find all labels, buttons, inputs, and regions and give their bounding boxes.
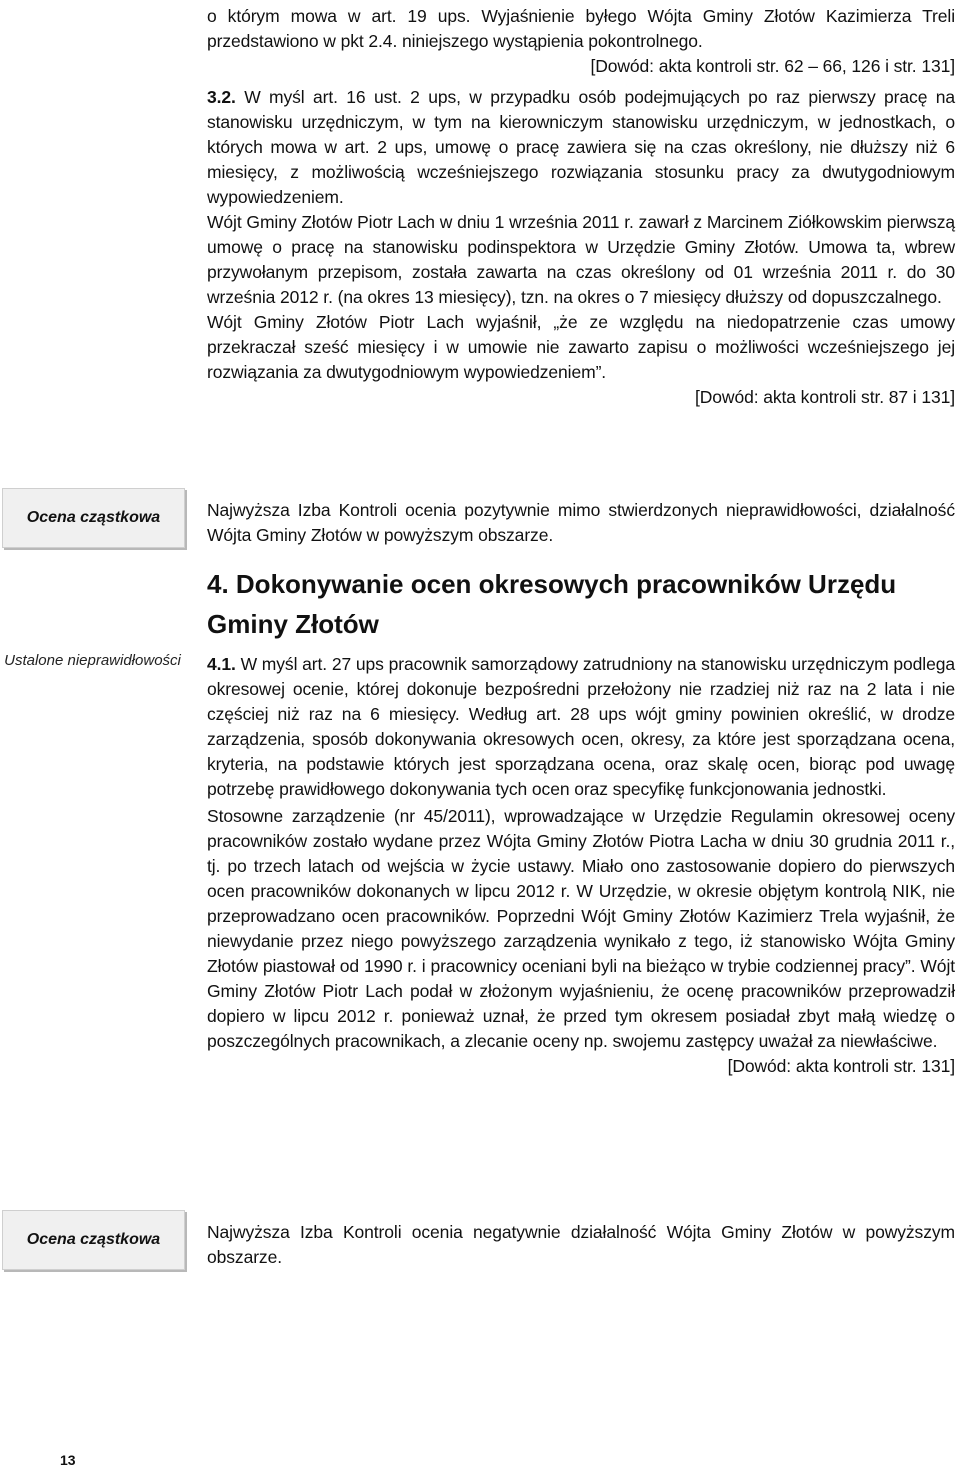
section-heading: 4. Dokonywanie ocen okresowych pracowników Urzędu Gminy Złotów — [207, 569, 897, 639]
sidebar-assessment-label-2: Ocena cząstkowa — [26, 1231, 161, 1248]
paragraph-text: W myśl art. 16 ust. 2 ups, w przypadku osób podejmujących po raz pierwszy pracę na stanowisku urzędniczym, w tym na kierowniczym stanowisku urzędniczym, w jednostkach, o których mowa w art. 2 ups, umowę o pracę zawiera się na czas określony, nie dłuższy niż 6 miesięcy, z możliwością wcześniejszego rozwiązania stosunku pracy za dwutygodniowym wypowiedzeniem. — [207, 87, 955, 207]
paragraph-number-2: 4.1. — [207, 654, 236, 674]
paragraph-4-1 — [207, 652, 955, 802]
page-number: 13 — [60, 1452, 76, 1468]
paragraph-number: 3.2. — [207, 87, 236, 107]
assessment-block — [207, 498, 955, 548]
assessment-text: Najwyższa Izba Kontroli ocenia pozytywnie mimo stwierdzonych nieprawidłowości, działalność Wójta Gminy Złotów w powyższym obszarze. — [207, 500, 955, 545]
paragraph-regulation: Stosowne zarządzenie (nr 45/2011), wprowadzające w Urzędzie Regulamin okresowej oceny pracowników zostało wydane przez Wójta Gminy Złotów Piotra Lacha w dniu 30 grudnia 2011 r., tj. po trzech latach od wejścia w życie ustawy. Miało ono zastosowanie dopiero do pierwszych ocen pracowników dokonanych w lipcu 2012 r. W Urzędzie, w okresie objętym kontrolą NIK, nie przeprowadzano ocen pracowników. Poprzedni Wójt Gminy Złotów Kazimierz Trela wyjaśnił, że niewydanie przez niego powyższego zarządzenia wynikało z tego, iż stanowisko Wójta Gminy Złotów piastował od 1990 r. i pracownicy oceniani byli na bieżąco w trybie codziennej pracy”. Wójt Gminy Złotów Piotr Lach podał w złożonym wyjaśnieniu, że ocenę pracowników przeprowadził dopiero w lipcu 2012 r. ponieważ uznał, że przed tym okresem posiadał zbyt małą wiedzę o poszczególnych pracownikach, a zlecanie oceny np. swojemu zastępcy uważał za niewłaściwe. — [207, 806, 955, 1051]
paragraph-intro: o którym mowa w art. 19 ups. Wyjaśnienie byłego Wójta Gminy Złotów Kazimierza Treli przedstawiono w pkt 2.4. niniejszego wystąpienia pokontrolnego. — [207, 6, 955, 51]
sidebar-assessment-box — [2, 488, 185, 548]
sidebar-irregularities-label: Ustalone nieprawidłowości — [4, 652, 181, 669]
paragraph-text-2: W myśl art. 27 ups pracownik samorządowy zatrudniony na stanowisku urzędniczym podlega okresowej ocenie, której dokonuje bezpośredni przełożony nie rzadziej niż raz na 2 lata i nie częściej niż raz na 6 miesięcy. Według art. 28 ups wójt gminy powinien określić, w drodze zarządzenia, sposób dokonywania okresowych ocen, okresy, za które jest sporządzana ocena, kryteria, na podstawie których jest sporządzana ocena, oraz skalę ocen, biorąc pod uwagę potrzebę prawidłowego dokonywania tych ocen oraz specyfikę funkcjonowania jednostki. — [207, 654, 955, 799]
paragraph-contract: Wójt Gminy Złotów Piotr Lach w dniu 1 września 2011 r. zawarł z Marcinem Ziółkowskim pierwszą umowę o pracę na stanowisku podinspektora w Urzędzie Gminy Złotów. Umowa ta, wbrew przywołanym przepisom, została zawarta na czas określony od 01 września 2011 r. do 30 września 2012 r. (na okres 13 miesięcy), tzn. na okres o 7 miesięcy dłuższy od dopuszczalnego. — [207, 212, 955, 307]
evidence-reference-2: [Dowód: akta kontroli str. 87 i 131] — [694, 387, 955, 407]
evidence-reference: [Dowód: akta kontroli str. 62 – 66, 126 i str. 131] — [590, 56, 955, 76]
section-3-block — [207, 4, 955, 410]
sidebar-assessment-label: Ocena cząstkowa — [26, 509, 161, 526]
paragraph-explanation: Wójt Gminy Złotów Piotr Lach wyjaśnił, „że ze względu na niedopatrzenie czas umowy przekraczał sześć miesięcy i w umowie nie zawarto zapisu o możliwości wcześniejszego jej rozwiązania za dwutygodniowym wypowiedzeniem”. — [207, 312, 955, 382]
assessment-block-2 — [207, 1220, 955, 1270]
paragraph-3-2 — [207, 85, 955, 210]
sidebar-assessment-box-2 — [2, 1210, 185, 1270]
section-4-block — [207, 652, 955, 1079]
evidence-reference-3: [Dowód: akta kontroli str. 131] — [727, 1056, 955, 1076]
assessment-text-2: Najwyższa Izba Kontroli ocenia negatywnie działalność Wójta Gminy Złotów w powyższym obszarze. — [207, 1222, 955, 1267]
